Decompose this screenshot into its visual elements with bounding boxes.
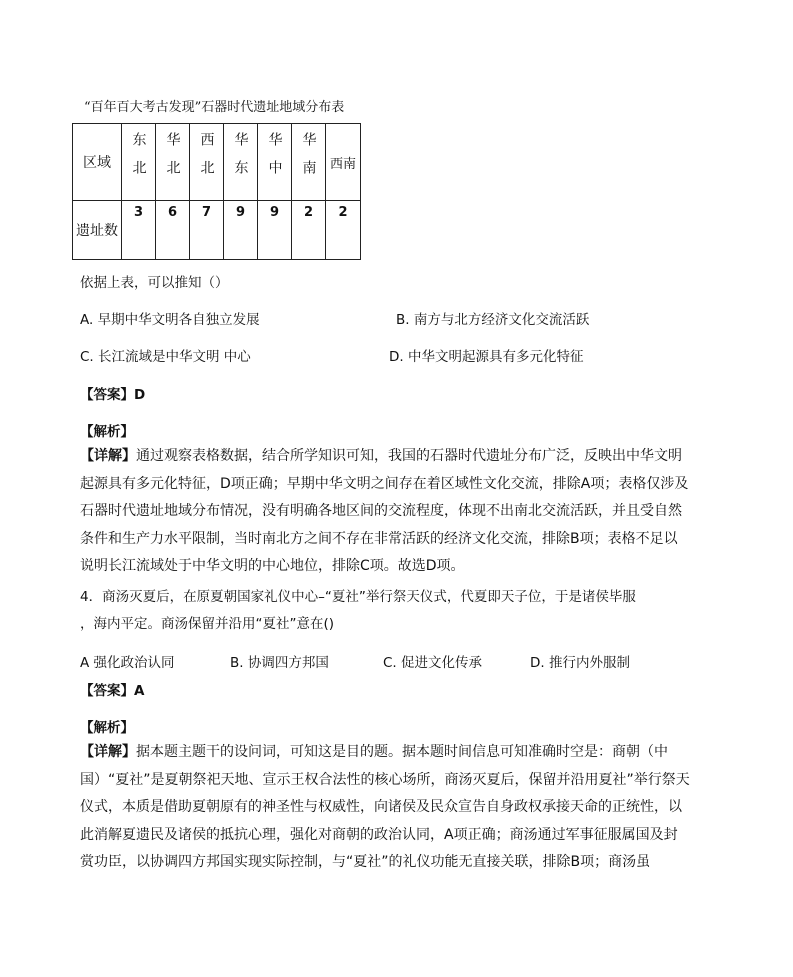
- table-header-region: 区域: [73, 124, 122, 201]
- answer-tag: 【答案】: [80, 683, 134, 699]
- detail-tag: 【详解】: [80, 744, 136, 760]
- answer-value: A: [134, 683, 145, 699]
- q4-analysis-tag: 【解析】: [80, 720, 134, 736]
- table-cell-count: 6: [156, 201, 190, 260]
- table-cell-count: 9: [258, 201, 292, 260]
- detail-text: 通过观察表格数据，结合所学知识可知，我国的石器时代遗址分布广泛，反映出中华文明起源具有多元化特征，D项正确；早期中华文明之间存在着区域性文化交流，排除A项；表格仅涉及石器时代遗址地域分布情况，没有明确各地区间的交流程度，体现不出南北交流活跃，并且受自然条件和生产力水平限制，当时南北方之间不存在非常活跃的经济文化交流，排除B项；表格不足以说明长江流域处于中华文明的中心地位，排除C项。故选D项。: [80, 448, 689, 574]
- answer-value: D: [134, 387, 146, 403]
- q4-option-a: A 强化政治认同: [80, 655, 175, 671]
- detail-tag: 【详解】: [80, 448, 136, 464]
- table-cell-region: 西北: [190, 124, 224, 201]
- table-cell-count: 9: [224, 201, 258, 260]
- q3-option-d: D. 中华文明起源具有多元化特征: [389, 349, 584, 365]
- q3-analysis-tag: 【解析】: [80, 424, 134, 440]
- table-cell-region: 东北: [122, 124, 156, 201]
- q4-option-c: C. 促进文化传承: [383, 655, 483, 671]
- table-header-count: 遗址数: [73, 201, 122, 260]
- table-cell-count: 7: [190, 201, 224, 260]
- answer-tag: 【答案】: [80, 387, 134, 403]
- table-cell-region: 华北: [156, 124, 190, 201]
- table-cell-region: 华中: [258, 124, 292, 201]
- q3-option-b: B. 南方与北方经济文化交流活跃: [396, 312, 590, 328]
- table-row-regions: [73, 124, 361, 201]
- q4-stem-line1: 4．商汤灭夏后，在原夏朝国家礼仪中心–“夏社”举行祭天仪式，代夏即天子位，于是诸侯毕服: [80, 589, 636, 605]
- q3-option-c: C. 长江流域是中华文明 中心: [80, 349, 251, 365]
- table-cell-count: 2: [292, 201, 326, 260]
- table-cell-region: 华南: [292, 124, 326, 201]
- table-cell-region: 华东: [224, 124, 258, 201]
- q4-option-b: B. 协调四方邦国: [230, 655, 329, 671]
- detail-text: 据本题主题干的设问词，可知这是目的题。据本题时间信息可知准确时空是：商朝（中国）“夏社”是夏朝祭祀天地、宣示王权合法性的核心场所，商汤灭夏后，保留并沿用夏社”举行祭天仪式，本质是借助夏朝原有的神圣性与权威性，向诸侯及民众宣告自身政权承接天命的正统性，以此消解夏遗民及诸侯的抵抗心理，强化对商朝的政治认同，A项正确；商汤通过军事征服属国及封赏功臣，以协调四方邦国实现实际控制，与“夏社”的礼仪功能无直接关联，排除B项；商汤虽: [80, 744, 690, 870]
- table-caption: “百年百大考古发现”石器时代遗址地域分布表: [84, 100, 345, 115]
- q4-option-d: D. 推行内外服制: [530, 655, 630, 671]
- table-row-counts: [73, 201, 361, 260]
- q4-answer: [80, 679, 144, 699]
- q3-stem: 依据上表，可以推知（）: [80, 275, 229, 291]
- table-cell-region: 西南: [326, 124, 361, 201]
- q3-detail: [80, 443, 690, 581]
- q3-answer: [80, 383, 145, 403]
- table-cell-count: 2: [326, 201, 361, 260]
- site-distribution-table: [72, 123, 361, 260]
- q4-stem-line2: ，海内平定。商汤保留并沿用“夏社”意在(): [80, 616, 335, 632]
- q3-option-a: A. 早期中华文明各自独立发展: [80, 312, 260, 328]
- q4-detail: [80, 739, 690, 877]
- table-cell-count: 3: [122, 201, 156, 260]
